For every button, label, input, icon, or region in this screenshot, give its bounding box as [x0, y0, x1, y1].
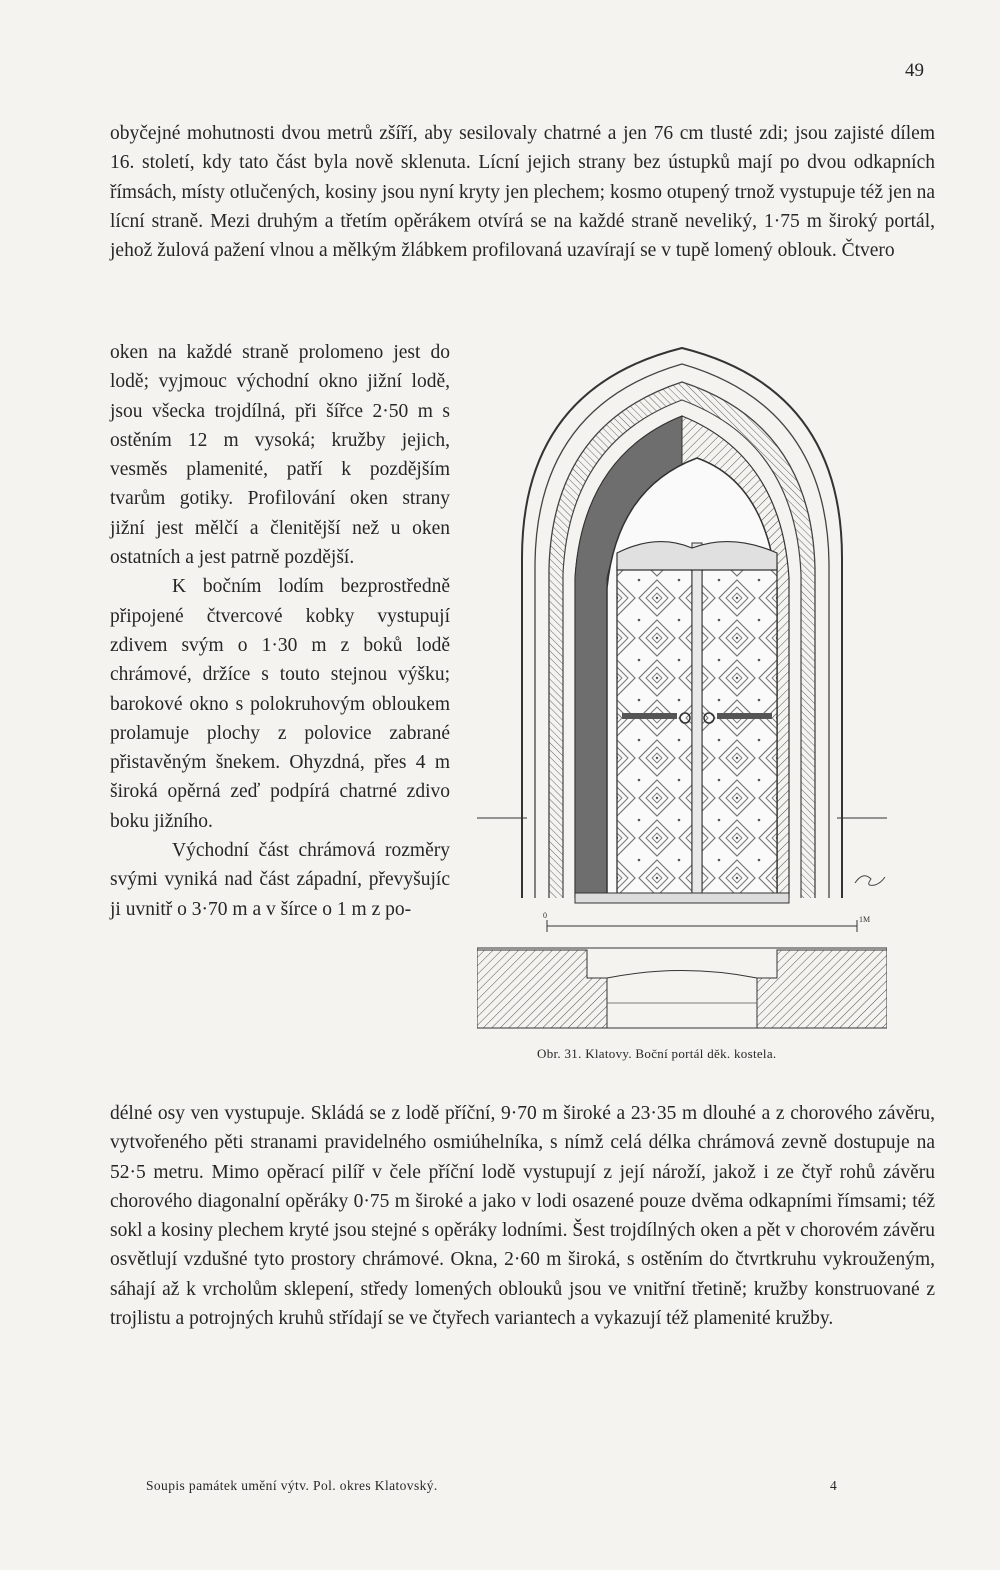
scale-zero: 0	[543, 911, 547, 920]
gothic-portal-drawing	[477, 338, 887, 1058]
paragraph-bottom-text: délné osy ven vystupuje. Skládá se z lodě příční, 9·70 m široké a 23·35 m dlouhé a z chorového závěru, vytvořeného pěti stranami pravidelného osmiúhelníka, s nímž celá délka chrámová zevně dostupuje na 52·5 metru. Mimo opěrací pilíř v čele příční lodě vystupují z její nároží, jakož i ze čtyř rohů závěru chorového diagonalní opěráky 0·75 m široké a jako v lodi osazené pouze dvěma odkapními římsami; též sokl a kosiny plechem kryté jsou stejné s opěráky lodními. Šest trojdílných oken a pět v chorovém závěru osvětlují vzdušné tyto prostory chrámové. Okna, 2·60 m široká, s ostěním do čtvrtkruhu vykrouženým, sáhají až k vrcholům sklepení, středy lomených oblouků jsou ve vnitřní třetině; kružby konstruované z trojlistu a potrojných kruhů střídají se ve čtyřech variantech a vykazují též plamenité kružby.	[110, 1103, 935, 1330]
footer-sheet-number: 4	[830, 1478, 837, 1493]
figure-caption: Obr. 31. Klatovy. Boční portál děk. kostela.	[537, 1046, 777, 1061]
left-column	[110, 338, 450, 924]
scale-label: 1M	[859, 915, 871, 924]
footer-source: Soupis památek umění výtv. Pol. okres Klatovský.	[146, 1478, 438, 1493]
portal-illustration	[477, 338, 887, 1058]
paragraph-top	[110, 119, 935, 265]
column-paragraph-1: oken na každé straně prolomeno jest do lodě; vyjmouc východní okno jižní lodě, jsou všecka trojdílná, při šířce 2·50 m s ostěním 12 m vysoká; kružby jejich, vesměs plamenité, patří k pozdějším tvarům gotiky. Profilování oken strany jižní jest mělčí a členitější než u oken ostatních a jest patrně pozdější.	[110, 342, 450, 569]
page-number: 49	[905, 60, 924, 81]
column-paragraph-2: K bočním lodím bezprostředně připojené čtvercové kobky vystupují zdivem svým o 1·30 m z boků lodě chrámové, držíce s touto stejnou výšku; barokové okno s polokruhovým obloukem prolamuje plochy z polovice zabrané přistavěným šnekem. Ohyzdná, přes 4 m široká opěrná zeď podpírá chatrné zdivo boku jižního.	[110, 576, 450, 832]
paragraph-bottom	[110, 1099, 935, 1333]
paragraph-top-text: obyčejné mohutnosti dvou metrů zšíří, aby sesilovaly chatrné a jen 76 cm tlusté zdi; jsou zajisté dílem 16. století, kdy tato část byla nově sklenuta. Lícní jejich strany bez ústupků mají po dvou odkapních římsách, místy otlučených, kosiny jsou nyní kryty jen plechem; kosmo otupený trnož vystupuje též jen na lícní straně. Mezi druhým a třetím opěrákem otvírá se na každé straně neveliký, 1·75 m široký portál, jehož žulová pažení vlnou a mělkým žlábkem profilovaná uzavírají se v tupě lomený oblouk. Čtvero	[110, 123, 935, 262]
column-paragraph-3: Východní část chrámová rozměry svými vyniká nad část západní, převyšujíc ji uvnitř o 3·70 m a v šírce o 1 m z po-	[110, 840, 450, 920]
